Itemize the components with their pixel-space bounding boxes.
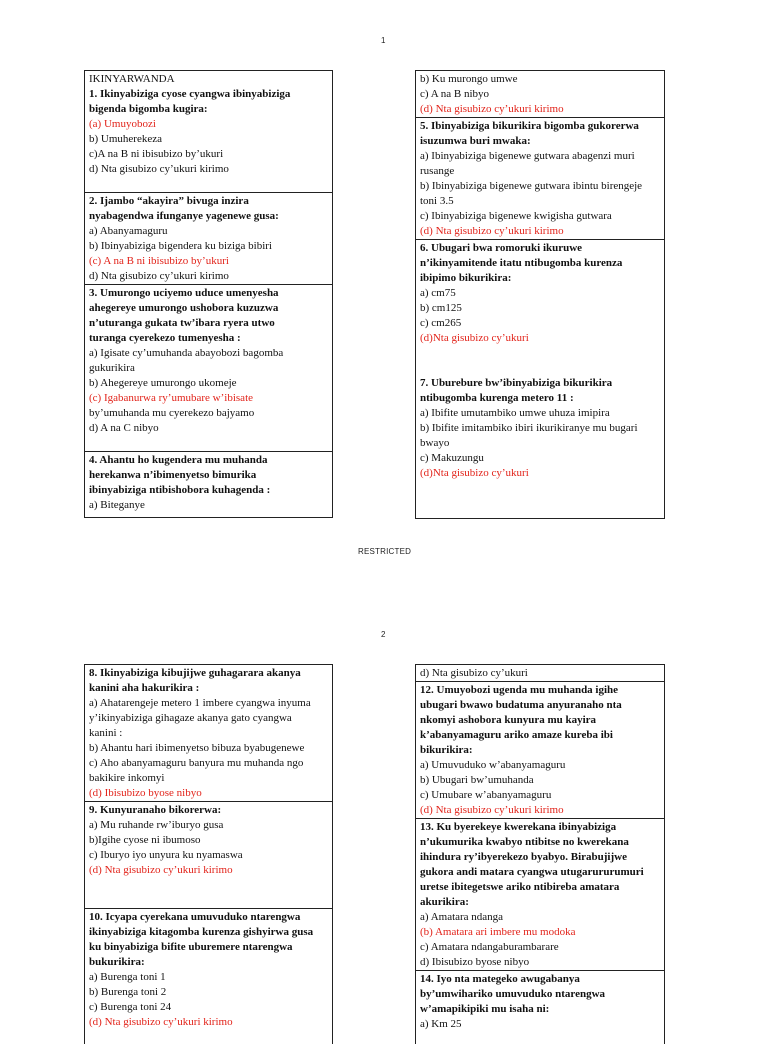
answer-option: a) Umuvuduko w’abanyamaguru: [420, 759, 566, 771]
question-table-right: [415, 70, 665, 519]
restricted-label: RESTRICTED: [358, 547, 412, 556]
correct-answer: (d) Nta gisubizo cy’ukuri kirimo: [89, 864, 233, 876]
question-text: bukurikira:: [89, 956, 145, 968]
correct-answer: (d) Nta gisubizo cy’ukuri kirimo: [89, 1016, 233, 1028]
question-block: [416, 970, 664, 1032]
answer-option: IKINYARWANDA: [89, 73, 175, 85]
question-text: by’umwihariko umuvuduko ntarengwa: [420, 988, 606, 1000]
question-text: 8. Ikinyabiziga kibujijwe guhagarara akanya: [89, 667, 301, 679]
correct-answer: (d)Nta gisubizo cy’ukuri: [420, 332, 529, 344]
question-block: [416, 71, 664, 117]
correct-answer: (c) Igabanurwa ry’umubare w’ibisate: [89, 392, 254, 404]
question-block: [85, 71, 332, 192]
answer-option: c)A na B ni ibisubizo by’ukuri: [89, 148, 224, 160]
question-text: 5. Ibinyabiziga bikurikira bigomba gukorerwa: [420, 120, 639, 132]
answer-option: a) Km 25: [420, 1018, 462, 1030]
question-text: nkomyi ashobora kunyura mu kayira: [420, 714, 597, 726]
question-text: 9. Kunyuranaho bikorerwa:: [89, 804, 222, 816]
question-block: [85, 192, 332, 284]
answer-option: a) Mu ruhande rw’iburyo gusa: [89, 819, 224, 831]
blank-line: [420, 481, 660, 496]
question-block: [416, 239, 664, 511]
correct-answer: (d) Nta gisubizo cy’ukuri kirimo: [420, 103, 564, 115]
question-text: 13. Ku byerekeye kwerekana ibinyabiziga: [420, 821, 617, 833]
correct-answer: (d)Nta gisubizo cy’ukuri: [420, 467, 529, 479]
answer-option: c) Umubare w’abanyamaguru: [420, 789, 552, 801]
answer-option: a) Igisate cy’umuhanda abayobozi bagomba: [89, 347, 284, 359]
question-text: 4. Ahantu ho kugendera mu muhanda: [89, 454, 268, 466]
answer-option: y’ikinyabiziga gihagaze akanya gato cyangwa: [89, 712, 292, 724]
question-text: ku binyabiziga bifite uburemere ntarengwa: [89, 941, 293, 953]
answer-option: b) Burenga toni 2: [89, 986, 167, 998]
answer-option: b) Ahantu hari ibimenyetso bibuza byabugenewe: [89, 742, 305, 754]
answer-option: bakikire inkomyi: [89, 772, 165, 784]
question-text: ikinyabiziga kitagomba kurenza gishyirwa gusa: [89, 926, 314, 938]
question-text: herekanwa n’ibimenyetso bimurika: [89, 469, 257, 481]
answer-option: d) Ibisubizo byose nibyo: [420, 956, 530, 968]
question-block: [85, 451, 332, 513]
question-text: turanga cyerekezo tumenyesha :: [89, 332, 241, 344]
question-text: uretse ibitegetswe ariko ntibireba amatara: [420, 881, 620, 893]
question-text: 2. Ijambo “akayira” bivuga inzira: [89, 195, 249, 207]
page-number: 2: [381, 630, 386, 639]
question-text: gukora andi matara cyangwa utugarururumuri: [420, 866, 644, 878]
question-text: n’ikinyamitende itatu ntibugomba kurenza: [420, 257, 623, 269]
question-text: 1. Ikinyabiziga cyose cyangwa ibinyabiziga: [89, 88, 291, 100]
answer-option: b) Ahegereye umurongo ukomeje: [89, 377, 237, 389]
answer-option: b) Ibifite imitambiko ibiri ikurikiranye mu bugari: [420, 422, 638, 434]
answer-option: a) Burenga toni 1: [89, 971, 166, 983]
answer-option: b) Ibinyabiziga bigendera ku biziga bibiri: [89, 240, 272, 252]
question-text: n’ukumurika kwabyo ntibitse no kwerekana: [420, 836, 629, 848]
answer-option: c) cm265: [420, 317, 462, 329]
question-text: akurikira:: [420, 896, 469, 908]
question-block: [416, 818, 664, 970]
answer-option: c) Ibinyabiziga bigenewe kwigisha gutwara: [420, 210, 612, 222]
answer-option: kanini :: [89, 727, 123, 739]
correct-answer: (d) Nta gisubizo cy’ukuri kirimo: [420, 225, 564, 237]
answer-option: a) Biteganye: [89, 499, 145, 511]
answer-option: b) Umuherekeza: [89, 133, 162, 145]
answer-option: b) Ubugari bw’umuhanda: [420, 774, 534, 786]
blank-line: [420, 361, 660, 376]
answer-option: a) Ibifite umutambiko umwe uhuza imipira: [420, 407, 610, 419]
answer-option: c) Amatara ndangaburambarare: [420, 941, 559, 953]
answer-option: d) Nta gisubizo cy’ukuri kirimo: [89, 163, 229, 175]
answer-option: b) cm125: [420, 302, 462, 314]
answer-option: b)Igihe cyose ni ibumoso: [89, 834, 201, 846]
question-table-left: [84, 70, 333, 518]
question-text: ibipimo bikurikira:: [420, 272, 512, 284]
blank-line: [89, 878, 328, 893]
answer-option: gukurikira: [89, 362, 135, 374]
question-text: ibinyabiziga ntibishobora kuhagenda :: [89, 484, 271, 496]
question-block: [416, 665, 664, 681]
answer-option: d) Nta gisubizo cy’ukuri: [420, 667, 528, 679]
answer-option: a) Ibinyabiziga bigenewe gutwara abagenzi muri: [420, 150, 635, 162]
blank-line: [420, 346, 660, 361]
blank-line: [89, 436, 328, 451]
answer-option: c) A na B nibyo: [420, 88, 490, 100]
question-text: bigenda bigomba kugira:: [89, 103, 208, 115]
blank-line: [89, 177, 328, 192]
answer-option: c) Aho abanyamaguru banyura mu muhanda ngo: [89, 757, 304, 769]
question-block: [85, 284, 332, 451]
question-block: [85, 665, 332, 801]
question-block: [416, 117, 664, 239]
correct-answer: (d) Ibisubizo byose nibyo: [89, 787, 202, 799]
page-number: 1: [381, 36, 386, 45]
question-text: ntibugomba kurenga metero 11 :: [420, 392, 574, 404]
answer-option: toni 3.5: [420, 195, 454, 207]
answer-option: a) cm75: [420, 287, 456, 299]
question-text: ahegereye umurongo ushobora kuzuzwa: [89, 302, 279, 314]
question-text: isuzumwa buri mwaka:: [420, 135, 531, 147]
answer-option: c) Makuzungu: [420, 452, 484, 464]
question-text: w’amapikipiki mu isaha ni:: [420, 1003, 550, 1015]
question-text: ihindura ry’ibyerekezo byabyo. Birabujijwe: [420, 851, 627, 863]
answer-option: bwayo: [420, 437, 450, 449]
question-text: nyabagendwa ifunganye yagenewe gusa:: [89, 210, 279, 222]
answer-option: b) Ibinyabiziga bigenewe gutwara ibintu birengeje: [420, 180, 643, 192]
answer-option: a) Abanyamaguru: [89, 225, 168, 237]
correct-answer: (b) Amatara ari imbere mu modoka: [420, 926, 576, 938]
question-text: 7. Uburebure bw’ibinyabiziga bikurikira: [420, 377, 613, 389]
blank-line: [420, 496, 660, 511]
answer-option: a) Ahatarengeje metero 1 imbere cyangwa inyuma: [89, 697, 311, 709]
question-text: bikurikira:: [420, 744, 473, 756]
correct-answer: (a) Umuyobozi: [89, 118, 156, 130]
answer-option: rusange: [420, 165, 455, 177]
question-text: 6. Ubugari bwa romoruki ikuruwe: [420, 242, 583, 254]
blank-line: [89, 893, 328, 908]
question-table-left: [84, 664, 333, 1044]
answer-option: c) Iburyo iyo unyura ku nyamaswa: [89, 849, 243, 861]
question-block: [85, 801, 332, 908]
answer-option: b) Ku murongo umwe: [420, 73, 518, 85]
question-text: 12. Umuyobozi ugenda mu muhanda igihe: [420, 684, 619, 696]
question-block: [85, 908, 332, 1030]
question-text: k’abanyamaguru ariko amaze kureba ibi: [420, 729, 613, 741]
question-text: ubugari bwawo budatuma anyuranaho nta: [420, 699, 622, 711]
question-text: kanini aha hakurikira :: [89, 682, 200, 694]
question-table-right: [415, 664, 665, 1044]
correct-answer: (c) A na B ni ibisubizo by’ukuri: [89, 255, 229, 267]
answer-option: d) Nta gisubizo cy’ukuri kirimo: [89, 270, 229, 282]
question-text: 14. Iyo nta mategeko awugabanya: [420, 973, 580, 985]
question-block: [416, 681, 664, 818]
correct-answer: (d) Nta gisubizo cy’ukuri kirimo: [420, 804, 564, 816]
question-text: 3. Umurongo uciyemo uduce umenyesha: [89, 287, 279, 299]
answer-option: c) Burenga toni 24: [89, 1001, 172, 1013]
answer-option: d) A na C nibyo: [89, 422, 159, 434]
answer-option: by’umuhanda mu cyerekezo bajyamo: [89, 407, 255, 419]
answer-option: a) Amatara ndanga: [420, 911, 504, 923]
question-text: 10. Icyapa cyerekana umuvuduko ntarengwa: [89, 911, 301, 923]
question-text: n’uturanga gukata tw’ibara ryera utwo: [89, 317, 275, 329]
